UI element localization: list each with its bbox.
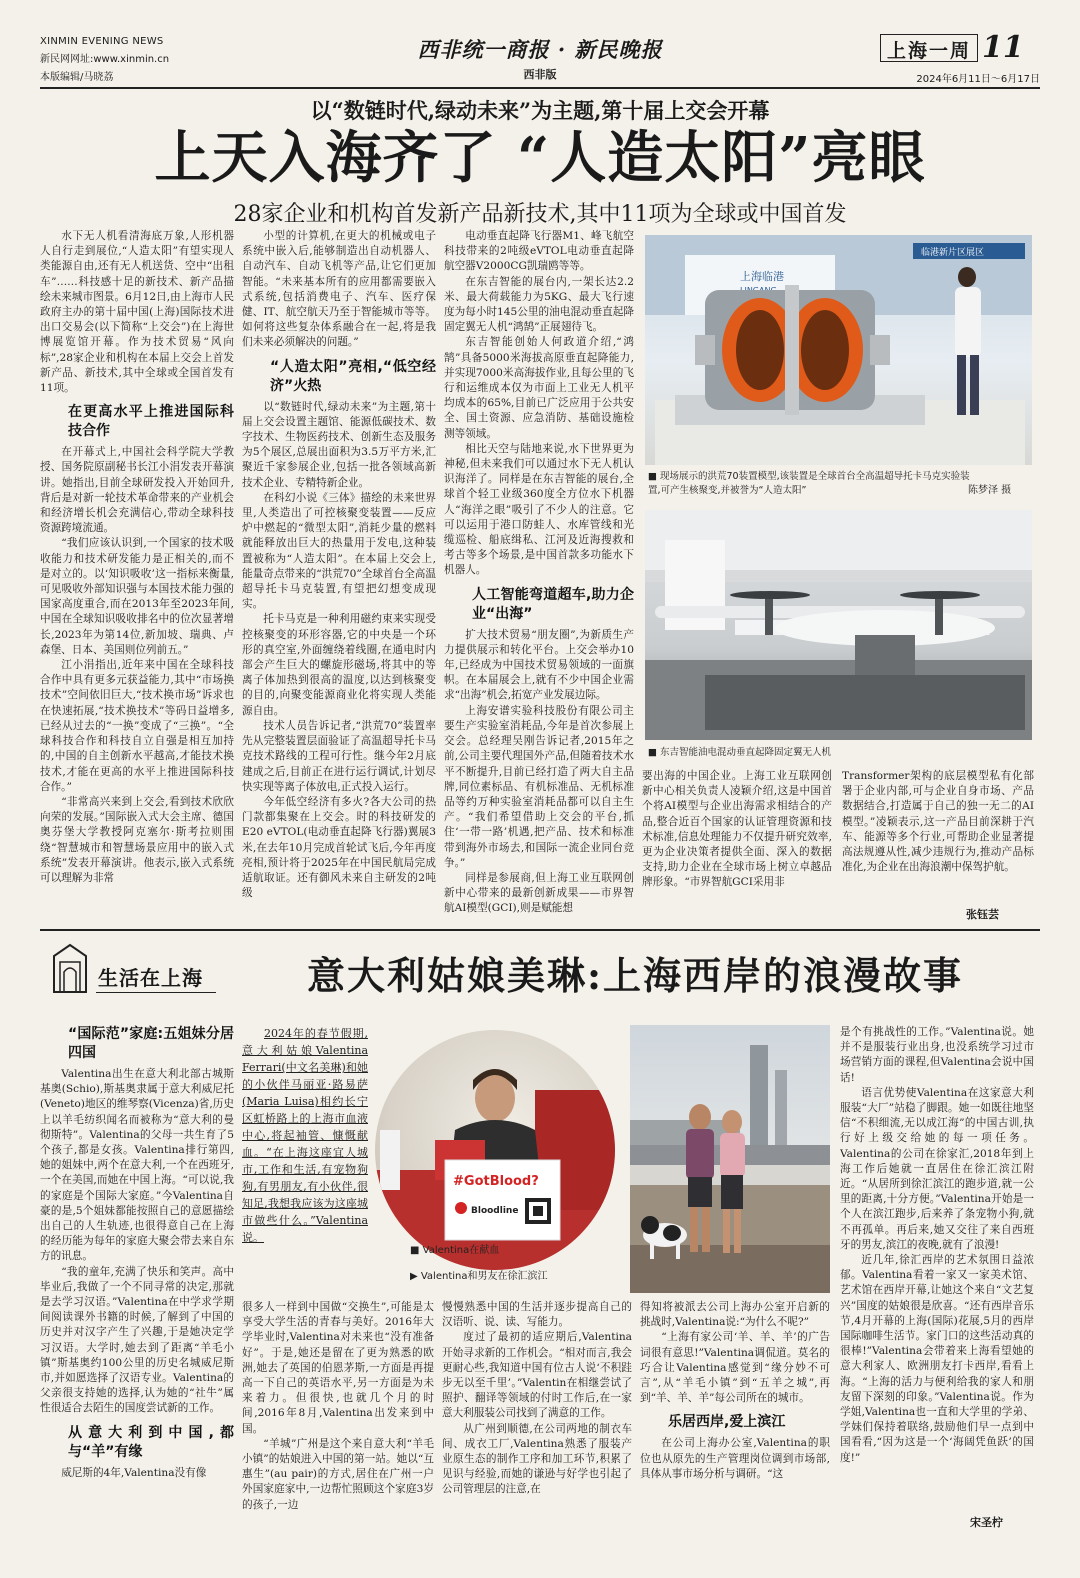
paragraph: 小型的计算机,在更大的机械或电子系统中嵌入后,能够制造出自动机器人、自动汽车、自动飞机等产品,让它们更加智能。“未来基本所有的应用都需要嵌入式系统,包括消费电子、汽车、医疗保健、IT、航空航天乃至于智能城市等等。如何将这些复杂体系融合在一起,将是我们未来必须解决的问题。” bbox=[242, 230, 436, 349]
masthead-en-name: XINMIN EVENING NEWS bbox=[40, 36, 164, 47]
paragraph: 在开幕式上,中国社会科学院大学教授、国务院原副秘书长江小涓发表开幕演讲。她指出,目前全球研发投入开始回升,背后是对新一轮技术革命带来的产业机会和经济增长机会充满信心,带动全球科技资源跨境流通。 bbox=[40, 446, 234, 535]
paragraph: 同样是参展商,但上海工业互联网创新中心带来的最新创新成果——市界智航AI模型(GCI),则是赋能想 bbox=[444, 871, 634, 915]
blood-donation-illustration bbox=[375, 1030, 615, 1270]
paragraph: 扩大技术贸易“朋友圈”,为新质生产力提供展示和转化平台。上交会举办10年,已经成为中国技术贸易领域的一面旗帜。在本届展会上,就有不少中国企业需求“出海”机会,拓宽产业发展边际。 bbox=[444, 628, 634, 702]
paragraph: 在公司上海办公室,Valentina的职位也从原先的生产管理岗位调到市场部,具体从事市场分析与调研。“这 bbox=[640, 1437, 830, 1480]
paragraph: 威尼斯的4年,Valentina没有像 bbox=[61, 1466, 207, 1479]
masthead-edition: 西非版 bbox=[523, 68, 557, 81]
drone-illustration bbox=[645, 510, 1032, 740]
section-name: 上海一周 bbox=[886, 40, 971, 62]
photo-drone bbox=[645, 510, 1032, 740]
paragraph: “上海有家公司‘羊、羊、羊’的广告词很有意思!”Valentina调侃道。莫名的巧合让Valentina感觉到“缘分妙不可言”,从“羊毛小镇”到“五羊之城”,再到“羊、羊、羊”每公司所在的城市。 bbox=[640, 1331, 830, 1405]
caption-couple: ▶ Valentina和男友在徐汇滨江 bbox=[410, 1271, 548, 1282]
page-number: 11 bbox=[982, 30, 1024, 65]
lede-text: 2024年的春节假期,意大利姑娘Valentina Ferrari(中文名美琳)和她的小伙伴马丽亚·路易萨(Maria Luisa)相约长宁区虹桥路上的上海市血液中心,将起袖管、慷慨献血。“在上海这座宜人城市,工作和生活,有宠物狗狗,有男朋友,有小伙伴,很知足,我想我应该为这座城市做些什么。”Valentina说。 bbox=[242, 1027, 368, 1244]
story2-lede bbox=[242, 1025, 368, 1295]
paragraph: 江小涓指出,近年来中国在全球科技合作中具有更多元获益能力,其中“市场换技术”空间依旧巨大,“技术换市场”诉求也在快速拓展,“技术换技术”等码日益增多,已经从过去的“一换”变成了“三换”。“全球科技合作和科技自立自强是相互加持的,中国的自主创新水平越高,才能技术换技术,才能在更高的水平上推进国际科技合作。” bbox=[40, 659, 234, 793]
photo-couple bbox=[630, 1025, 830, 1293]
section-divider bbox=[40, 929, 1040, 931]
story1-column-2 bbox=[242, 229, 436, 919]
paragraph: 很多人一样到中国做“交换生”,可能是太享受大学生活的青春与美好。2016年大学毕业时,Valentina对未来也“没有准备好”。于是,她还是留在了更为熟悉的欧洲,她去了英国的伯恩茅斯,一方面是再提高一下自己的英语水平,另一方面是为未来着力。但很快,也就几个月的时间,2016年8月,Valentina出发来到中国。 bbox=[242, 1301, 434, 1435]
paragraph: 在东吉智能的展台内,一架长达2.2米、最大荷载能力为5KG、最大飞行速度为每小时145公里的油电混动垂直起降固定翼无人机“鸿鹄”正展翅待飞。 bbox=[444, 275, 634, 334]
paragraph: 技术人员告诉记者,“洪荒70”装置率先从完整装置层面验证了高温超导托卡马克技术路线的工程可行性。继今年2月底建成之后,目前正在进行运行调试,计划尽快实现等离子体放电,正式投入运行。 bbox=[242, 719, 436, 793]
photo-blood-donation bbox=[375, 1030, 615, 1270]
paragraph: Valentina出生在意大利北部古城斯基奥(Schio),斯基奥隶属于意大利威尼托(Veneto)地区的维琴察(Vicenza)省,历史上以羊毛纺织闻名而被称为“意大利的曼彻斯特”。Valentina的父母一共生育了5个孩子,都是女孩。Valentina排行第四,她的姐妹中,两个在意大利,一个在西班牙,一个在美国,而她在中国上海。“可以说,我的家庭是个国际大家庭。”今Valentina自豪的是,5个姐妹都能按照自己的意愿描绘出自己的人生轨迹,也很得意自己在上海的经历能为每年的家庭大聚会带去来自东方的讯息。 bbox=[40, 1068, 234, 1263]
story1-column-5 bbox=[842, 769, 1034, 904]
paragraph: 要出海的中国企业。上海工业互联网创新中心相关负责人凌颖介绍,这是中国首个将AI模型与企业出海需求相结合的产品,整合近百个国家的认证管理资源和技术标准,信息处理能力不仅提升研究效率,更为企业决策者提供全面、深入的数据支持,助力企业在全球市场上树立卓越品牌形象。“市界智航GCI采用非 bbox=[642, 770, 832, 889]
photo-tokamak-caption: ■ 现场展示的洪荒70装置模型,该装置是全球首台全高温超导托卡马克实验装置,可产生核聚变,并被誉为“人造太阳” bbox=[648, 471, 970, 496]
paragraph: 得知将被派去公司上海办公室开启新的挑战时,Valentina说:“为什么不呢?” bbox=[640, 1301, 830, 1329]
subheading: 在更高水平上推进国际科技合作 bbox=[68, 404, 234, 440]
story1-kicker: 以“数链时代,绿动未来”为主题,第十届上交会开幕 bbox=[310, 98, 770, 123]
photo-drone-caption: ■ 东吉智能油电混动垂直起降固定翼无人机 bbox=[648, 747, 831, 758]
story2-column-4 bbox=[640, 1300, 830, 1530]
paragraph: 近几年,徐汇西岸的艺术氛围日益浓郁。Valentina看着一家又一家美术馆、艺术馆在西岸开幕,让她这个来自“文艺复兴”国度的姑娘很是欣喜。“还有西岸音乐节,4月开幕的上海(国际)花展,5月的西岸国际咖啡生活节。家门口的这些活动真的很棒!”Valentina会带着来上海看望她的意大利家人、欧洲朋友打卡西岸,看看上海。“上海的活力与便利给我的家人和朋友留下深刻的印象。”Valentina说。作为学姐,Valentina也一直和大学里的学弟、学妹们保持着联络,鼓励他们早一点到中国看看,“因为这是一个‘海阔凭鱼跃’的国度!” bbox=[840, 1254, 1034, 1464]
subheading: 从意大利到中国,都与“羊”有缘 bbox=[68, 1424, 234, 1460]
column-icon bbox=[50, 942, 90, 994]
photo-tokamak bbox=[645, 235, 1032, 465]
story1-column-1 bbox=[40, 229, 234, 919]
gotblood-text: #GotBlood? bbox=[453, 1174, 539, 1189]
paragraph: 从广州到顺德,在公司两地的制衣车间、成衣工厂,Valentina熟悉了服装产业原生态的制作工序和加工环节,积累了见识与经验,而她的谦逊与好学也引起了公司管理层的注意,在 bbox=[442, 1422, 632, 1496]
story2-headline: 意大利姑娘美琳:上海西岸的浪漫故事 bbox=[306, 953, 964, 998]
column-name-underline bbox=[96, 992, 216, 993]
column-name: 生活在上海 bbox=[98, 966, 203, 990]
story1-subhead: 28家企业和机构首发新产品新技术,其中11项为全球或中国首发 bbox=[233, 202, 847, 227]
photo-tokamak-credit: 陈梦泽 摄 bbox=[968, 485, 1012, 496]
story1-byline: 张钰芸 bbox=[966, 908, 999, 921]
story2-column-3 bbox=[442, 1300, 632, 1530]
story2-column-5 bbox=[840, 1025, 1034, 1509]
paragraph: Transformer架构的底层模型私有化部署于企业内部,可与企业自身市场、产品数据结合,打造属于自己的独一无二的AI模型。”凌颖表示,这一产品目前深耕于汽车、能源等多个行业,可帮助企业显著提高法规遵从性,减少违规行为,推动产品标准化,为企业在出海浪潮中保驾护航。 bbox=[842, 770, 1034, 874]
masthead-website: 新民网网址:www.xinmin.cn bbox=[40, 54, 170, 65]
paragraph: “我的童年,充满了快乐和笑声。高中毕业后,我做了一个不同寻常的决定,那就是去学习汉语。”Valentina在中学求学期间阅读课外书籍的时候,了解到了中国的历史并对汉字产生了兴趣,于是她决定学习汉语。大学时,她去到了距离“羊毛小镇”斯基奥约100公里的历史名城威尼斯市,并如愿选择了汉语专业。Valentina的父亲很支持她的选择,认为她的“社牛”属性很适合去陌生的国度尝试新的工作。 bbox=[40, 1265, 234, 1415]
subheading: “国际范”家庭:五姐妹分居四国 bbox=[68, 1026, 234, 1061]
masthead-date: 2024年6月11日～6月17日 bbox=[916, 74, 1040, 85]
paragraph: 语言优势使Valentina在这家意大利服装“大厂”站稳了脚跟。她一如既往地坚信“不积细流,无以成江海”的中国古训,执行好上级交给她的每一项任务。Valentina的公司在徐家汇,2018年到上海工作后她就一直居住在徐汇滨江附近。“从居所到徐汇滨江的跑步道,就一公里的距离,十分方便。”Valentina开始是一个人在滨江跑步,后来养了条宠物小狗,就不再孤单。再后来,她又交往了来自西班牙的男友,滨江的夜晚,就有了浪漫! bbox=[840, 1086, 1034, 1251]
subheading: 乐居西岸,爱上滨江 bbox=[668, 1414, 786, 1431]
paragraph: 慢慢熟悉中国的生活并逐步提高自己的汉语听、说、读、写能力。 bbox=[442, 1301, 632, 1329]
masthead-brand: 西非统一商报 · 新民晚报 bbox=[417, 37, 663, 62]
building-icon bbox=[50, 942, 90, 994]
masthead-rule bbox=[40, 87, 1040, 89]
caption-blood-donation: ■ Valentina在献血 bbox=[410, 1245, 500, 1256]
story1-column-4 bbox=[642, 769, 832, 921]
paragraph: 是个有挑战性的工作。”Valentina说。她并不是服装行业出身,也没系统学习过市场营销方面的课程,但Valentina会说中国话! bbox=[840, 1026, 1034, 1084]
couple-illustration bbox=[630, 1025, 830, 1293]
story1-headline: 上天入海齐了 “人造太阳”亮眼 bbox=[154, 125, 926, 191]
subheading: 人工智能弯道超车,助力企业“出海” bbox=[472, 586, 634, 622]
bloodline-text: Bloodline bbox=[471, 1206, 519, 1216]
story2-byline: 宋圣柠 bbox=[970, 1516, 1003, 1529]
paragraph: “我们应该认识到,一个国家的技术吸收能力和技术研发能力是正相关的,而不是对立的。以‘知识吸收’这一指标来衡量,可见吸收外部知识强与本国技术能力强的国家高度重合,而在2013年至2023年间,中国在全球知识吸收排名中的位次显著增长,2023年为第14位,新加坡、瑞典、卢森堡、日本、美国则位列前五。” bbox=[40, 537, 234, 656]
story2-column-2 bbox=[242, 1300, 434, 1530]
paragraph: 在科幻小说《三体》描绘的未来世界里,人类造出了可控核聚变装置——反应炉中燃起的“微型太阳”,消耗少量的燃料就能释放出巨大的热量用于发电,这种装置被称为“人造太阳”。在本届上交会上,能量奇点带来的“洪荒70”全球首台全高温超导托卡马克装置,有望把幻想变成现实。 bbox=[242, 491, 436, 611]
paragraph: 东吉智能创始人何政道介绍,“鸿鹄”具备5000米海拔高原垂直起降能力,并实现7000米高海拔作业,且每公里的飞行和运维成本仅为市面上工业无人机平均成本的65%,目前已广泛应用于公共安全、国土资源、应急消防、基础设施检测等领域。 bbox=[444, 336, 634, 440]
tokamak-illustration bbox=[645, 235, 1032, 465]
booth-sign-text: 临港新片区展区 bbox=[921, 248, 985, 258]
story1-column-3 bbox=[444, 229, 634, 919]
paragraph: 托卡马克是一种利用磁约束来实现受控核聚变的环形容器,它的中央是一个环形的真空室,外面缠绕着线圈,在通电时内部会产生巨大的螺旋形磁场,将其中的等离子体加热到很高的温度,以达到核聚变的目的,向聚变能源商业化将实现人类能源自由。 bbox=[242, 613, 436, 717]
paragraph: 度过了最初的适应期后,Valentina开始寻求新的工作机会。“相对而言,我会更耐心些,我知道中国有位古人说‘不积跬步无以至千里’。”Valentin在相继尝试了照护、翻译等领域的付时工作后,在一家意大利服装公司找到了满意的工作。 bbox=[442, 1331, 632, 1420]
masthead-editor: 本版编辑/马晓荔 bbox=[40, 72, 114, 83]
paragraph: 水下无人机看清海底万象,人形机器人自行走到展位,“人造太阳”有望实现人类能源自由,还有无人机送货、空中“出租车”……科技感十足的新技术、新产品描绘未来城市图景。6月12日,由上海市人民政府主办的第十届中国(上海)国际技术进出口交易会(以下简称“上交会”)在上海世博展览馆开幕。作为技术贸易“风向标”,28家企业和机构在本届上交会上首发新产品、新技术,其中全球或全国首发有11项。 bbox=[40, 230, 234, 395]
booth-logo-text: 上海临港 bbox=[740, 270, 784, 283]
subheading: “人造太阳”亮相,“低空经济”火热 bbox=[270, 358, 436, 394]
paragraph: “非常高兴来到上交会,看到技术欣欣向荣的发展。”国际嵌入式大会主席、德国奥芬堡大学教授阿克塞尔·斯考拉则围绕“智慧城市和智慧场景应用中的嵌入式系统”发表开幕演讲。他表示,嵌入式系统可以理解为非常 bbox=[40, 795, 234, 884]
paragraph: 上海安谱实验科技股份有限公司主要生产实验室消耗品,今年是首次参展上交会。总经理吴刚告诉记者,2015年之前,公司主要代理国外产品,但随着技术水平不断提升,目前已经打造了两大自主品牌,同位素标品、有机标准品、无机标准品等约万种实验室消耗品都可以自主生产。“我们希望借助上交会的平台,抓住‘一带一路’机遇,把产品、技术和标准带到海外市场去,和国际一流企业同台竞争。” bbox=[444, 704, 634, 869]
paragraph: 电动垂直起降飞行器M1、峰飞航空科技带来的2吨级eVTOL电动垂直起降航空器V2000CG凯瑞鸥等等。 bbox=[444, 230, 634, 273]
paragraph: “羊城”广州是这个来自意大利“羊毛小镇”的姑娘进入中国的第一站。她以“互惠生”(au pair)的方式,居住在广州一户外国家庭家中,一边帮忙照顾这个家庭3岁的孩子,一边 bbox=[242, 1437, 434, 1511]
paragraph: 以“数链时代,绿动未来”为主题,第十届上交会设置主题馆、能源低碳技术、数字技术、生物医药技术、创新生态及服务为5个展区,总展出面积为3.5万平方米,汇聚近千家参展企业,包括一批各领域高新技术企业、专精特新企业。 bbox=[242, 400, 436, 489]
story2-column-1 bbox=[40, 1025, 234, 1525]
paragraph: 今年低空经济有多火?各大公司的热门款都集聚在上交会。时的科技研发的E20 eVTOL(电动垂直起降飞行器)翼展3米,在去年10月完成首轮试飞后,今年再度亮相,预计将于2025年在中国民航局完成适航取证。还有御风未来自主研发的2吨级 bbox=[242, 795, 436, 900]
paragraph: 相比天空与陆地来说,水下世界更为神秘,但未来我们可以通过水下无人机认识海洋了。同样是在东吉智能的展台,全球首个轻工业级360度全方位水下机器人“海洋之眼”吸引了不少人的注意。它可以运用于港口防蛙人、水库管线和光缆巡检、船底缉私、江河及近海搜救和考古等多个场景,是中国首款多功能水下机器人。 bbox=[444, 442, 634, 577]
